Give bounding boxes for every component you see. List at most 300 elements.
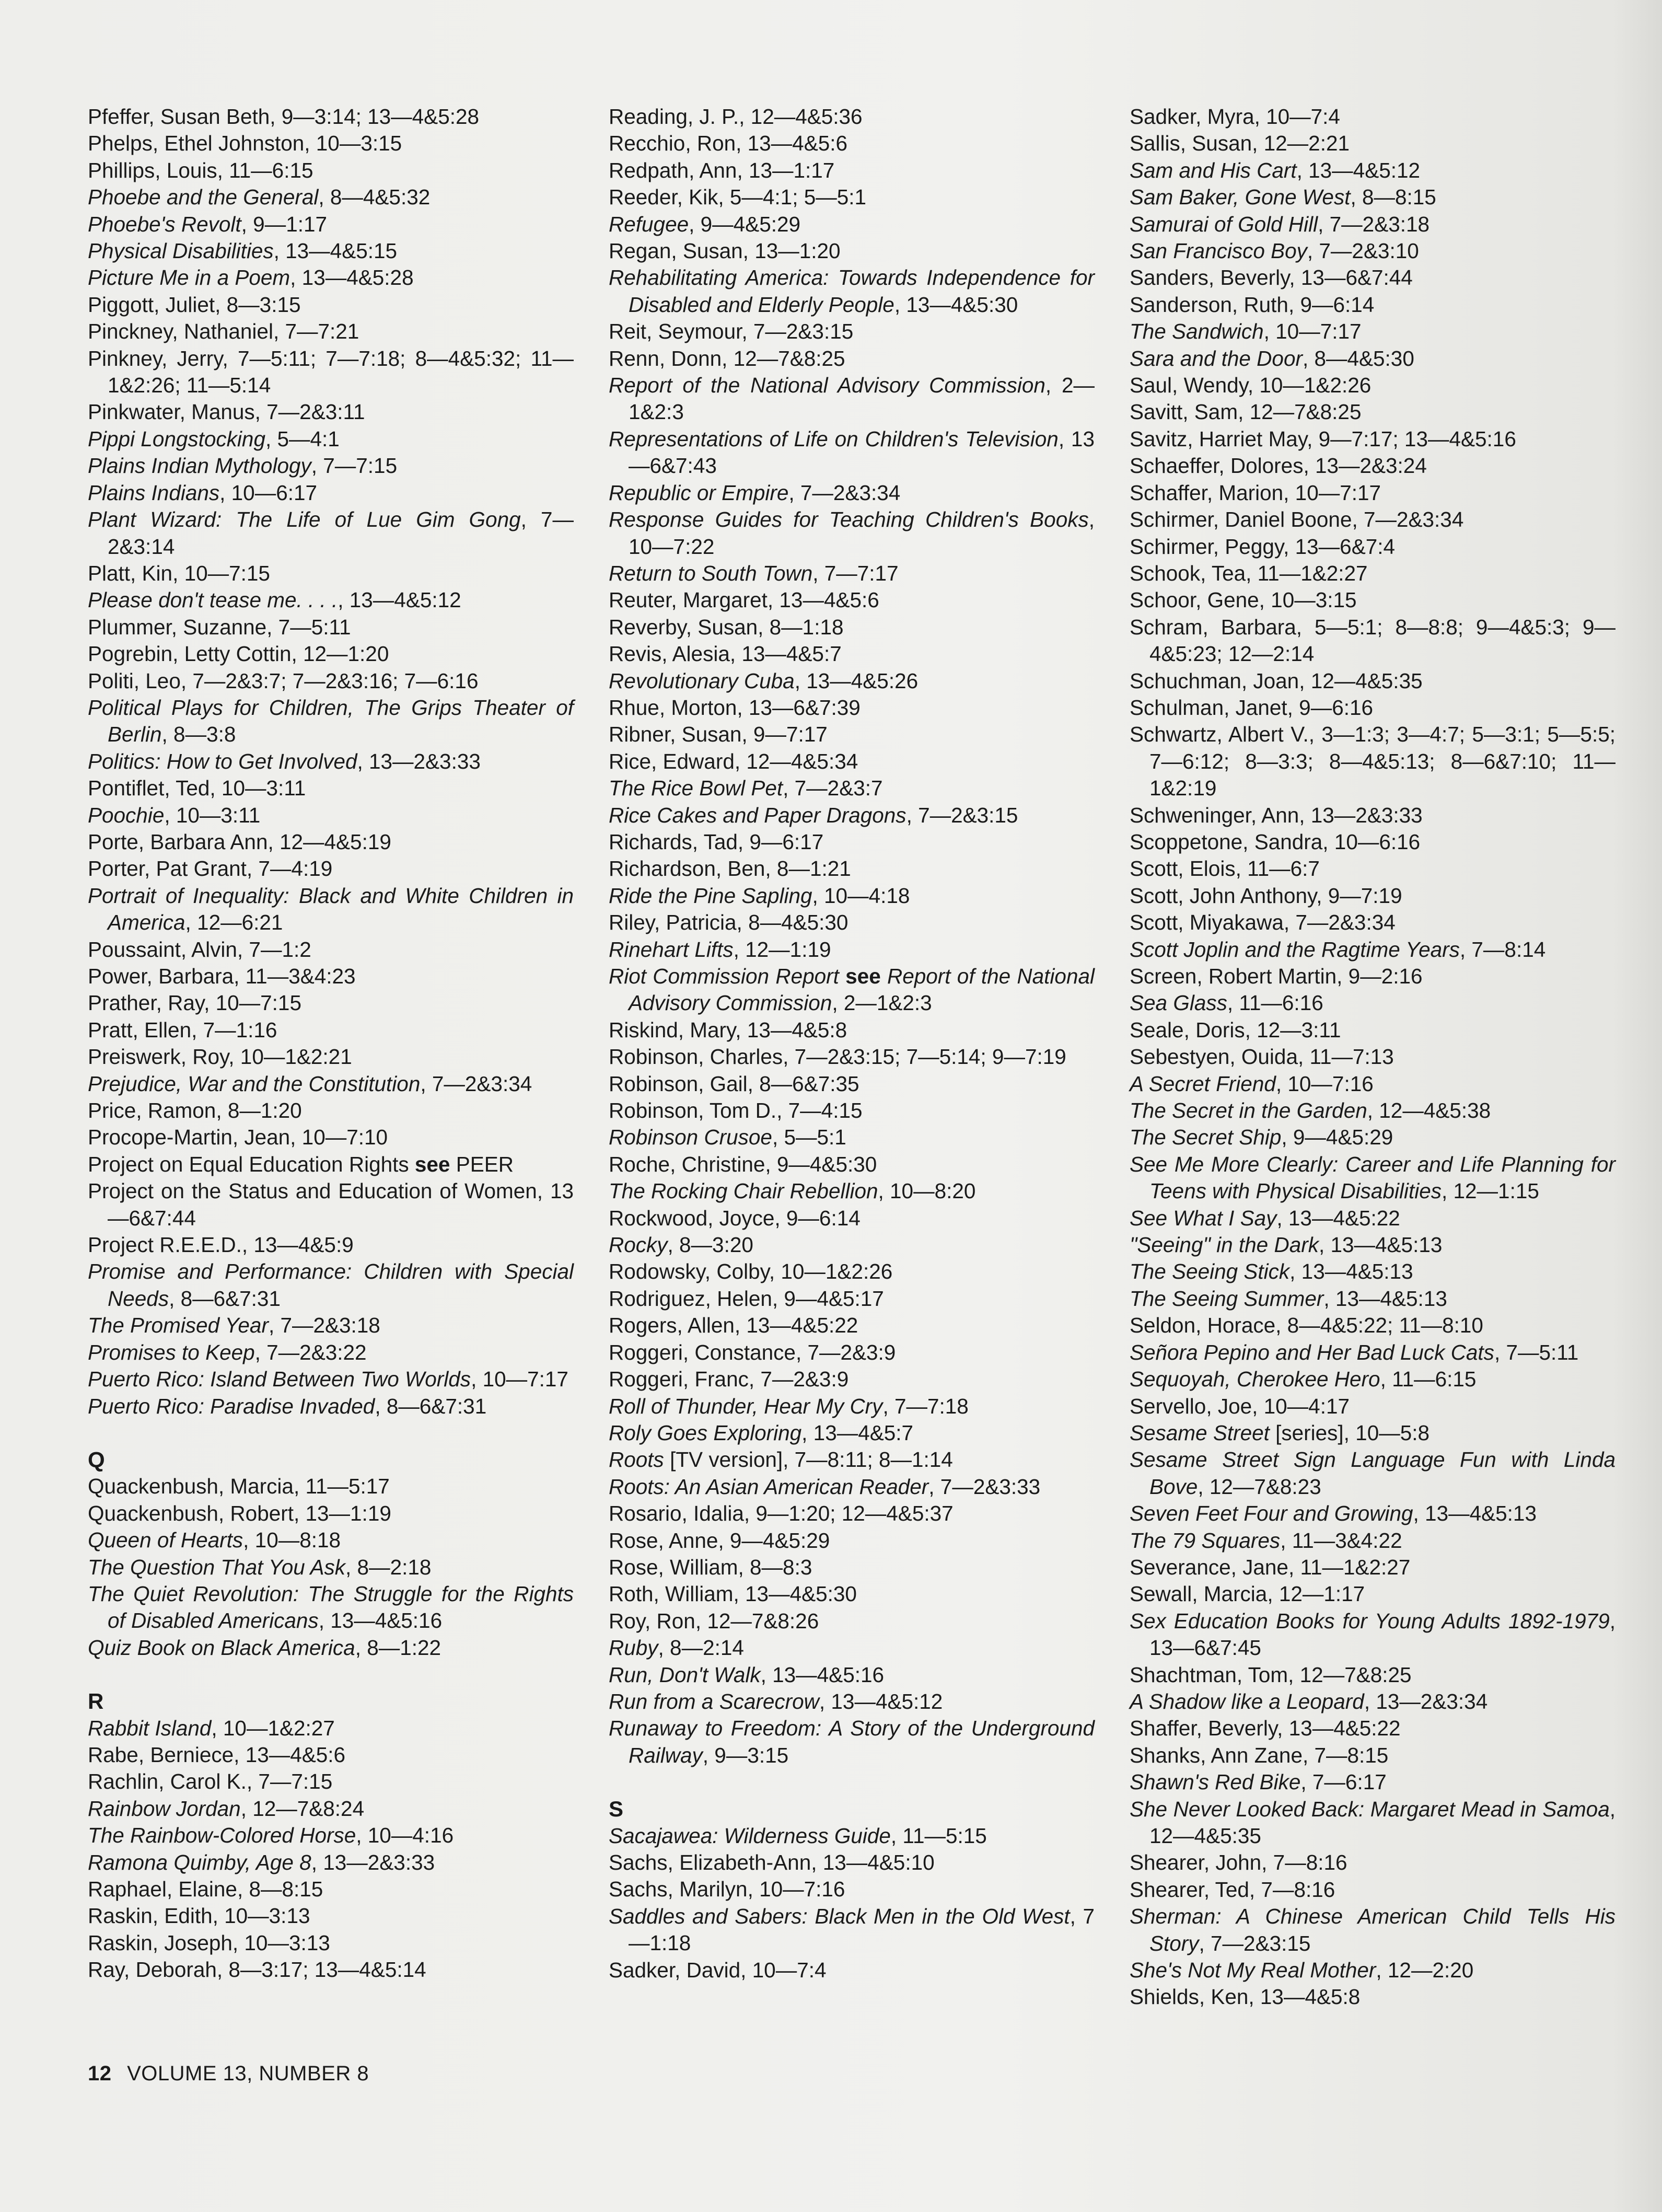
entry-text: , 8—6&7:31 <box>169 1286 281 1311</box>
entry-text: Sanderson, Ruth, 9—6:14 <box>1130 292 1375 317</box>
entry-text: , 13—4&5:13 <box>1323 1286 1447 1311</box>
entry-text: Project R.E.E.D., 13—4&5:9 <box>88 1233 354 1257</box>
index-entry <box>88 802 574 829</box>
entry-text: Schoor, Gene, 10—3:15 <box>1130 588 1357 612</box>
index-entry <box>88 1527 574 1554</box>
entry-text: , 13—4&5:12 <box>338 588 461 612</box>
index-entry <box>88 1044 574 1070</box>
index-entry <box>1130 1017 1615 1044</box>
index-entry <box>1130 1205 1615 1232</box>
index-entry <box>609 103 1095 130</box>
index-entry <box>1130 1688 1615 1715</box>
entry-text: Raskin, Edith, 10—3:13 <box>88 1904 310 1928</box>
section-heading-q: Q <box>88 1447 105 1472</box>
entry-text: Seale, Doris, 12—3:11 <box>1130 1017 1341 1042</box>
entry-title: Revolutionary Cuba <box>609 668 795 693</box>
entry-text: Redpath, Ann, 13—1:17 <box>609 158 835 182</box>
entry-text: Richardson, Ben, 8—1:21 <box>609 856 851 881</box>
entry-title: Sherman: A Chinese American Child Tells His Story <box>1130 1904 1615 1955</box>
index-entry <box>609 1957 1095 1984</box>
entry-title: See What I Say <box>1130 1206 1277 1230</box>
index-entry <box>88 426 574 453</box>
index-entry <box>609 936 1095 963</box>
index-entry <box>88 614 574 641</box>
index-entry <box>609 1312 1095 1339</box>
entry-text: Ray, Deborah, 8—3:17; 13—4&5:14 <box>88 1958 426 1982</box>
index-entry <box>1130 721 1615 802</box>
index-entry <box>1130 480 1615 506</box>
entry-text: Schaeffer, Dolores, 13—2&3:24 <box>1130 454 1427 478</box>
index-entry <box>1130 1366 1615 1393</box>
entry-text: , 13—4&5:13 <box>1289 1259 1413 1284</box>
index-entry <box>88 1178 574 1232</box>
entry-text: , 7—2&3:18 <box>268 1313 380 1338</box>
index-entry <box>609 855 1095 882</box>
entry-text: Schweninger, Ann, 13—2&3:33 <box>1130 803 1423 827</box>
index-entry <box>609 694 1095 721</box>
entry-text: Project on Equal Education Rights <box>88 1152 415 1176</box>
entry-text: Preiswerk, Roy, 10—1&2:21 <box>88 1045 352 1069</box>
entry-text: , 10—7:16 <box>1275 1071 1374 1096</box>
index-entry <box>88 264 574 291</box>
entry-text: [TV version], 7—8:11; 8—1:14 <box>664 1447 953 1472</box>
index-entry <box>609 1554 1095 1581</box>
entry-title: Sam and His Cart <box>1130 158 1297 182</box>
entry-text: Sadker, Myra, 10—7:4 <box>1130 105 1340 129</box>
entry-text: , 9—4&5:29 <box>1281 1125 1393 1150</box>
entry-title: Plant Wizard: The Life of Lue Gim Gong <box>88 507 521 532</box>
entry-text: Power, Barbara, 11—3&4:23 <box>88 964 356 988</box>
index-entry <box>1130 909 1615 936</box>
index-entry <box>609 1178 1095 1205</box>
index-entry <box>609 1446 1095 1473</box>
entry-text: Riley, Patricia, 8—4&5:30 <box>609 910 849 935</box>
index-entry <box>88 211 574 238</box>
index-entry <box>609 1662 1095 1688</box>
entry-text: , 2—1&2:3 <box>629 373 1095 424</box>
entry-title: Sea Glass <box>1130 991 1227 1015</box>
entry-text: Shanks, Ann Zane, 7—8:15 <box>1130 1743 1389 1767</box>
index-entry <box>88 1393 574 1420</box>
index-entry <box>1130 1097 1615 1124</box>
entry-text: , 11—5:15 <box>890 1823 987 1848</box>
entry-title: Shawn's Red Bike <box>1130 1770 1301 1794</box>
index-entry <box>88 963 574 990</box>
index-entry <box>609 721 1095 748</box>
entry-text: Riskind, Mary, 13—4&5:8 <box>609 1017 847 1042</box>
index-entry <box>88 1581 574 1635</box>
entry-title: Plains Indian Mythology <box>88 454 311 478</box>
index-entry <box>88 130 574 157</box>
entry-text: , 10—4:18 <box>812 883 910 908</box>
index-entry <box>609 1366 1095 1393</box>
index-entry <box>609 614 1095 641</box>
index-entry <box>609 641 1095 667</box>
entry-title: The 79 Squares <box>1130 1528 1281 1553</box>
entry-title: Promise and Performance: Children with Special Needs <box>88 1259 574 1311</box>
entry-text: , 8—3:8 <box>161 722 236 747</box>
index-entry <box>609 1420 1095 1446</box>
entry-text: , 13—4&5:28 <box>290 265 414 290</box>
entry-text: Sachs, Elizabeth-Ann, 13—4&5:10 <box>609 1850 935 1874</box>
index-entry <box>1130 1715 1615 1742</box>
entry-text: Roggeri, Constance, 7—2&3:9 <box>609 1340 896 1364</box>
index-entry <box>609 802 1095 829</box>
index-entry <box>1130 1339 1615 1366</box>
entry-title: Sequoyah, Cherokee Hero <box>1130 1367 1380 1392</box>
page-footer <box>88 2062 369 2086</box>
index-entry <box>609 1124 1095 1151</box>
entry-text: Shearer, John, 7—8:16 <box>1130 1850 1347 1875</box>
index-entry <box>88 238 574 264</box>
index-entry <box>609 1151 1095 1178</box>
index-entry <box>609 963 1095 1017</box>
entry-title: Seven Feet Four and Growing <box>1130 1501 1413 1526</box>
entry-text: Scott, John Anthony, 9—7:19 <box>1130 883 1402 908</box>
index-entry <box>609 318 1095 345</box>
entry-text: Phillips, Louis, 11—6:15 <box>88 158 313 182</box>
index-entry <box>1130 802 1615 829</box>
index-entry <box>88 184 574 211</box>
entry-text: , 13—6&7:45 <box>1149 1608 1615 1660</box>
entry-text: , 10—8:20 <box>878 1179 976 1203</box>
index-entry <box>1130 855 1615 882</box>
entry-text: , 10—4:16 <box>356 1823 454 1848</box>
entry-text: , 12—4&5:35 <box>1149 1797 1615 1848</box>
entry-text: , 10—7:17 <box>471 1367 568 1392</box>
entry-text: Schwartz, Albert V., 3—1:3; 3—4:7; 5—3:1; 5—5:5; 7—6:12; 8—3:3; 8—4&5:13; 8—6&7:10; 11—1&2:19 <box>1130 722 1615 801</box>
entry-text: Schram, Barbara, 5—5:1; 8—8:8; 9—4&5:3; 9—4&5:23; 12—2:14 <box>1130 615 1615 666</box>
index-entry <box>609 238 1095 264</box>
entry-text: Savitt, Sam, 12—7&8:25 <box>1130 400 1362 424</box>
entry-text: Schulman, Janet, 9—6:16 <box>1130 695 1374 720</box>
index-entry <box>609 1205 1095 1232</box>
entry-text: , 9—4&5:29 <box>689 212 801 236</box>
index-entry <box>609 1849 1095 1876</box>
entry-text: Revis, Alesia, 13—4&5:7 <box>609 642 842 666</box>
entry-title: Run from a Scarecrow <box>609 1689 819 1713</box>
entry-title: Poochie <box>88 803 165 827</box>
index-entry <box>88 1071 574 1097</box>
entry-text: , 13—4&5:15 <box>273 239 398 263</box>
entry-text: Schirmer, Daniel Boone, 7—2&3:34 <box>1130 507 1464 532</box>
entry-text: Pogrebin, Letty Cottin, 12—1:20 <box>88 642 389 666</box>
entry-text: Screen, Robert Martin, 9—2:16 <box>1130 964 1423 988</box>
entry-text: , 7—2&3:22 <box>254 1340 367 1364</box>
index-entry <box>88 1876 574 1903</box>
entry-text: , 7—7:17 <box>812 561 899 585</box>
entry-title: The Seeing Summer <box>1130 1286 1324 1311</box>
entry-text: , 7—8:14 <box>1459 937 1546 962</box>
entry-title: Scott Joplin and the Ragtime Years <box>1130 937 1460 962</box>
entry-title: A Shadow like a Leopard <box>1130 1689 1364 1713</box>
entry-text: Piggott, Juliet, 8—3:15 <box>88 292 301 317</box>
index-entry <box>609 1876 1095 1903</box>
entry-text: Politi, Leo, 7—2&3:7; 7—2&3:16; 7—6:16 <box>88 668 479 693</box>
entry-text: , 12—1:15 <box>1442 1179 1539 1203</box>
entry-title: "Seeing" in the Dark <box>1130 1233 1319 1257</box>
index-entry <box>1130 426 1615 453</box>
entry-text: Scoppetone, Sandra, 10—6:16 <box>1130 829 1421 854</box>
entry-title: Puerto Rico: Paradise Invaded <box>88 1394 375 1418</box>
index-entry <box>88 453 574 479</box>
entry-text: , 12—7&8:23 <box>1198 1474 1321 1499</box>
entry-text: , 8—2:18 <box>345 1555 432 1579</box>
entry-title: Rehabilitating America: Towards Independence for Disabled and Elderly People <box>609 265 1095 317</box>
index-entry <box>1130 694 1615 721</box>
index-entry <box>88 748 574 775</box>
index-entry <box>1130 1420 1615 1446</box>
index-entry <box>1130 963 1615 990</box>
index-entry <box>1130 1258 1615 1285</box>
entry-text: Shields, Ken, 13—4&5:8 <box>1130 1985 1361 2009</box>
entry-text: , 5—4:1 <box>265 426 340 451</box>
index-entry <box>1130 668 1615 694</box>
entry-title: Sex Education Books for Young Adults 1892-1979 <box>1130 1608 1610 1633</box>
index-entry <box>1130 829 1615 855</box>
entry-text: Renn, Donn, 12—7&8:25 <box>609 346 845 370</box>
index-entry <box>609 157 1095 184</box>
entry-text: Regan, Susan, 13—1:20 <box>609 239 841 263</box>
entry-text: Roy, Ron, 12—7&8:26 <box>609 1608 819 1633</box>
index-entry <box>1130 883 1615 909</box>
index-entry <box>609 211 1095 238</box>
entry-text: Schaffer, Marion, 10—7:17 <box>1130 480 1381 505</box>
entry-title: The Quiet Revolution: The Struggle for the Rights of Disabled Americans <box>88 1581 574 1633</box>
index-entry <box>1130 157 1615 184</box>
entry-title: She's Not My Real Mother <box>1130 1958 1376 1983</box>
index-entry <box>88 157 574 184</box>
entry-title: Sam Baker, Gone West <box>1130 185 1351 210</box>
index-entry <box>88 103 574 130</box>
entry-text: , 11—6:16 <box>1227 991 1323 1015</box>
entry-text: Prather, Ray, 10—7:15 <box>88 991 301 1015</box>
index-entry <box>1130 453 1615 479</box>
entry-text: Price, Ramon, 8—1:20 <box>88 1098 302 1123</box>
index-entry <box>609 1258 1095 1285</box>
entry-text: , 12—2:20 <box>1376 1958 1474 1983</box>
entry-text: Roth, William, 13—4&5:30 <box>609 1582 857 1606</box>
entry-title: Report of the National Advisory Commission <box>629 964 1095 1015</box>
index-entry <box>88 641 574 667</box>
entry-title: Response Guides for Teaching Children's Books <box>609 507 1089 532</box>
entry-text: Rabe, Berniece, 13—4&5:6 <box>88 1742 346 1767</box>
index-entry <box>88 292 574 318</box>
entry-title: Please don't tease me. . . . <box>88 588 338 612</box>
entry-text: , 12—4&5:38 <box>1367 1098 1491 1123</box>
entry-text: Rose, William, 8—8:3 <box>609 1555 812 1579</box>
entry-text: , 7—2&3:18 <box>1318 212 1430 236</box>
entry-text: , 7—6:17 <box>1300 1770 1387 1794</box>
entry-text: Procope-Martin, Jean, 10—7:10 <box>88 1125 388 1150</box>
entry-title: Report of the National Advisory Commission <box>609 373 1045 398</box>
index-entry <box>88 587 574 613</box>
entry-text: Schuchman, Joan, 12—4&5:35 <box>1130 668 1423 693</box>
entry-title: Return to South Town <box>609 561 813 585</box>
entry-text: , 9—3:15 <box>702 1743 789 1767</box>
index-entry <box>609 506 1095 560</box>
entry-text: Pfeffer, Susan Beth, 9—3:14; 13—4&5:28 <box>88 105 480 129</box>
index-entry <box>609 1474 1095 1500</box>
index-entry <box>1130 1446 1615 1500</box>
index-entry <box>609 264 1095 318</box>
index-entry <box>1130 990 1615 1016</box>
index-entry <box>88 1366 574 1393</box>
index-entry <box>1130 1608 1615 1662</box>
entry-text: , 5—5:1 <box>772 1125 846 1150</box>
index-entry <box>1130 587 1615 613</box>
index-entry <box>88 1151 574 1178</box>
index-entry <box>609 883 1095 909</box>
index-entry <box>609 1071 1095 1097</box>
index-entry <box>1130 1849 1615 1876</box>
entry-title: Sacajawea: Wilderness Guide <box>609 1823 891 1848</box>
index-entry <box>88 480 574 506</box>
entry-text: [series], 10—5:8 <box>1269 1420 1430 1445</box>
index-entry <box>609 1635 1095 1661</box>
entry-text: Rodriguez, Helen, 9—4&5:17 <box>609 1286 884 1311</box>
entry-text: , 7—2&3:34 <box>788 480 901 505</box>
entry-text: , 8—4&5:32 <box>318 185 431 210</box>
entry-title: Quiz Book on Black America <box>88 1635 355 1660</box>
entry-text: , 10—7:22 <box>629 507 1095 559</box>
entry-text: Rachlin, Carol K., 7—7:15 <box>88 1769 333 1794</box>
entry-text: , 13—4&5:26 <box>794 668 919 693</box>
page-number: 12 <box>88 2062 112 2085</box>
entry-text: Ribner, Susan, 9—7:17 <box>609 722 828 747</box>
entry-title: Prejudice, War and the Constitution <box>88 1071 421 1096</box>
entry-text: Rice, Edward, 12—4&5:34 <box>609 749 858 773</box>
index-entry <box>609 1232 1095 1258</box>
entry-title: Pippi Longstocking <box>88 426 265 451</box>
index-entry <box>1130 1044 1615 1070</box>
entry-text: , 12—7&8:24 <box>240 1796 365 1821</box>
index-entry <box>88 1473 574 1500</box>
entry-title: Rice Cakes and Paper Dragons <box>609 803 906 827</box>
index-entry <box>1130 211 1615 238</box>
entry-text: , 13—6&7:43 <box>629 426 1095 478</box>
index-entry <box>1130 1796 1615 1850</box>
entry-text: , 8—2:14 <box>658 1636 744 1660</box>
entry-text: Rockwood, Joyce, 9—6:14 <box>609 1206 861 1230</box>
entry-title: Señora Pepino and Her Bad Luck Cats <box>1130 1340 1494 1364</box>
index-entry <box>1130 292 1615 318</box>
index-entry <box>1130 1903 1615 1957</box>
entry-text: Pontiflet, Ted, 10—3:11 <box>88 776 306 801</box>
entry-text: Rhue, Morton, 13—6&7:39 <box>609 695 861 720</box>
entry-text: Robinson, Charles, 7—2&3:15; 7—5:14; 9—7:19 <box>609 1045 1066 1069</box>
index-entry <box>88 1742 574 1768</box>
index-entry <box>609 1903 1095 1957</box>
index-entry <box>609 480 1095 506</box>
entry-text: Reuter, Margaret, 13—4&5:6 <box>609 588 879 612</box>
entry-text: Rodowsky, Colby, 10—1&2:26 <box>609 1259 893 1284</box>
entry-title: The Seeing Stick <box>1130 1259 1290 1284</box>
entry-text: Schook, Tea, 11—1&2:27 <box>1130 561 1368 585</box>
entry-text: Pinkwater, Manus, 7—2&3:11 <box>88 400 365 424</box>
index-entry <box>1130 1071 1615 1097</box>
index-entry <box>1130 1151 1615 1205</box>
entry-text: Seldon, Horace, 8—4&5:22; 11—8:10 <box>1130 1313 1483 1338</box>
entry-text: , 8—6&7:31 <box>375 1394 487 1418</box>
entry-title: The Secret Ship <box>1130 1125 1282 1150</box>
entry-text: , 7—2&3:33 <box>928 1474 1041 1499</box>
index-entry <box>609 426 1095 480</box>
entry-text: , 13—4&5:12 <box>819 1689 943 1713</box>
entry-title: Roots <box>609 1447 664 1472</box>
entry-title: Sesame Street Sign Language Fun with Linda Bove <box>1130 1447 1615 1499</box>
index-entry <box>88 1124 574 1151</box>
entry-text: Shearer, Ted, 7—8:16 <box>1130 1877 1335 1902</box>
entry-text: , 13—4&5:22 <box>1276 1206 1400 1230</box>
entry-title: Roll of Thunder, Hear My Cry <box>609 1394 883 1418</box>
entry-text: Sallis, Susan, 12—2:21 <box>1130 131 1350 156</box>
index-entry <box>88 399 574 425</box>
entry-text: , 10—8:18 <box>243 1528 341 1553</box>
index-entry <box>88 1635 574 1661</box>
index-entry <box>88 668 574 694</box>
entry-title: The Sandwich <box>1130 319 1264 344</box>
entry-text: Sewall, Marcia, 12—1:17 <box>1130 1582 1365 1606</box>
entry-text: Reverby, Susan, 8—1:18 <box>609 615 844 639</box>
index-entry <box>609 184 1095 211</box>
index-entry <box>1130 318 1615 345</box>
index-entry <box>1130 1500 1615 1527</box>
index-entry <box>609 1393 1095 1420</box>
index-entry <box>88 1500 574 1527</box>
index-entry <box>1130 130 1615 157</box>
index-entry <box>88 1232 574 1258</box>
entry-text: Plummer, Suzanne, 7—5:11 <box>88 615 351 639</box>
index-entry <box>609 1823 1095 1849</box>
entry-text: , 13—4&5:12 <box>1296 158 1421 182</box>
index-entry <box>609 1044 1095 1070</box>
issue-label: VOLUME 13, NUMBER 8 <box>127 2062 369 2085</box>
entry-text: , 13—2&3:33 <box>357 749 481 773</box>
entry-text: , 9—1:17 <box>241 212 328 236</box>
entry-text: Schirmer, Peggy, 13—6&7:4 <box>1130 534 1396 559</box>
index-entry <box>1130 1581 1615 1607</box>
index-entry <box>1130 1527 1615 1554</box>
index-entry <box>1130 184 1615 211</box>
index-entry <box>1130 1957 1615 1984</box>
entry-text: Saul, Wendy, 10—1&2:26 <box>1130 373 1372 398</box>
entry-text: Poussaint, Alvin, 7—1:2 <box>88 937 311 962</box>
section-heading-r: R <box>88 1689 104 1714</box>
index-entry <box>88 883 574 936</box>
entry-text: Shaffer, Beverly, 13—4&5:22 <box>1130 1716 1401 1741</box>
index-entry <box>88 1554 574 1581</box>
entry-title: Roly Goes Exploring <box>609 1420 802 1445</box>
index-entry <box>1130 264 1615 291</box>
entry-text: , 8—4&5:30 <box>1302 346 1414 370</box>
entry-title: Political Plays for Children, The Grips Theater of Berlin <box>88 695 574 747</box>
index-entry <box>609 130 1095 157</box>
index-entry <box>609 909 1095 936</box>
entry-text: , 7—2&3:15 <box>906 803 1018 827</box>
entry-title: She Never Looked Back: Margaret Mead in Samoa <box>1130 1797 1610 1821</box>
entry-title: Ramona Quimby, Age 8 <box>88 1850 311 1874</box>
index-entry <box>88 1849 574 1876</box>
index-entry <box>1130 1984 1615 2010</box>
entry-text: , 7—7:18 <box>882 1394 969 1418</box>
entry-title: Ride the Pine Sapling <box>609 883 812 908</box>
index-entry <box>1130 560 1615 587</box>
entry-title: The Rainbow-Colored Horse <box>88 1823 356 1848</box>
index-entry <box>88 1258 574 1312</box>
entry-text: , 8—1:22 <box>355 1635 441 1660</box>
index-entry <box>609 1339 1095 1366</box>
